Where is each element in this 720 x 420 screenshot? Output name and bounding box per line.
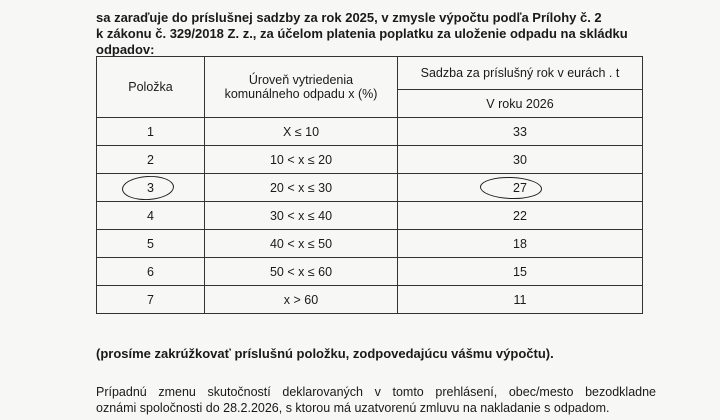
table-row xyxy=(97,230,643,258)
table-row xyxy=(97,202,643,230)
footer-line-2: oznámi spoločnosti do 28.2.2026, s ktorou má uzatvorenú zmluvu na nakladanie s odpadom. xyxy=(96,401,610,415)
cell-level: 50 < x ≤ 60 xyxy=(205,258,398,286)
table-row xyxy=(97,118,643,146)
intro-line-3: odpadov: xyxy=(96,42,155,57)
cell-rate-circled: 27 xyxy=(398,174,643,202)
table-row xyxy=(97,146,643,174)
header-rate-year: V roku 2026 xyxy=(398,90,643,118)
footer-paragraph xyxy=(96,384,656,416)
cell-level: 10 < x ≤ 20 xyxy=(205,146,398,174)
cell-item: 7 xyxy=(97,286,205,314)
cell-item: 6 xyxy=(97,258,205,286)
cell-item: 2 xyxy=(97,146,205,174)
cell-item-circled: 3 xyxy=(97,174,205,202)
cell-item: 5 xyxy=(97,230,205,258)
cell-rate: 18 xyxy=(398,230,643,258)
rate-table xyxy=(96,56,643,314)
header-item: Položka xyxy=(97,57,205,118)
table-row xyxy=(97,258,643,286)
cell-item: 1 xyxy=(97,118,205,146)
table-row xyxy=(97,286,643,314)
cell-rate: 33 xyxy=(398,118,643,146)
cell-level: 40 < x ≤ 50 xyxy=(205,230,398,258)
intro-line-1: sa zaraďuje do príslušnej sadzby za rok 2025, v zmysle výpočtu podľa Prílohy č. 2 xyxy=(96,10,602,25)
cell-level: 30 < x ≤ 40 xyxy=(205,202,398,230)
instruction-note: (prosíme zakrúžkovať príslušnú položku, zodpovedajúcu vášmu výpočtu). xyxy=(96,346,554,361)
header-level: Úroveň vytriedenia komunálneho odpadu x (%) xyxy=(205,57,398,118)
intro-paragraph xyxy=(96,10,656,58)
cell-rate: 11 xyxy=(398,286,643,314)
cell-level: X ≤ 10 xyxy=(205,118,398,146)
header-rate: Sadzba za príslušný rok v eurách . t xyxy=(398,57,643,90)
intro-line-2: k zákonu č. 329/2018 Z. z., za účelom platenia poplatku za uloženie odpadu na skládku xyxy=(96,26,628,41)
table-row-selected xyxy=(97,174,643,202)
cell-level: 20 < x ≤ 30 xyxy=(205,174,398,202)
cell-rate: 15 xyxy=(398,258,643,286)
cell-rate: 22 xyxy=(398,202,643,230)
footer-line-1: Prípadnú zmenu skutočností deklarovaných v tomto prehlásení, obec/mesto bezodkladne xyxy=(96,385,656,399)
cell-rate: 30 xyxy=(398,146,643,174)
cell-item: 4 xyxy=(97,202,205,230)
hand-drawn-circle-mark xyxy=(480,176,543,200)
cell-level: x > 60 xyxy=(205,286,398,314)
